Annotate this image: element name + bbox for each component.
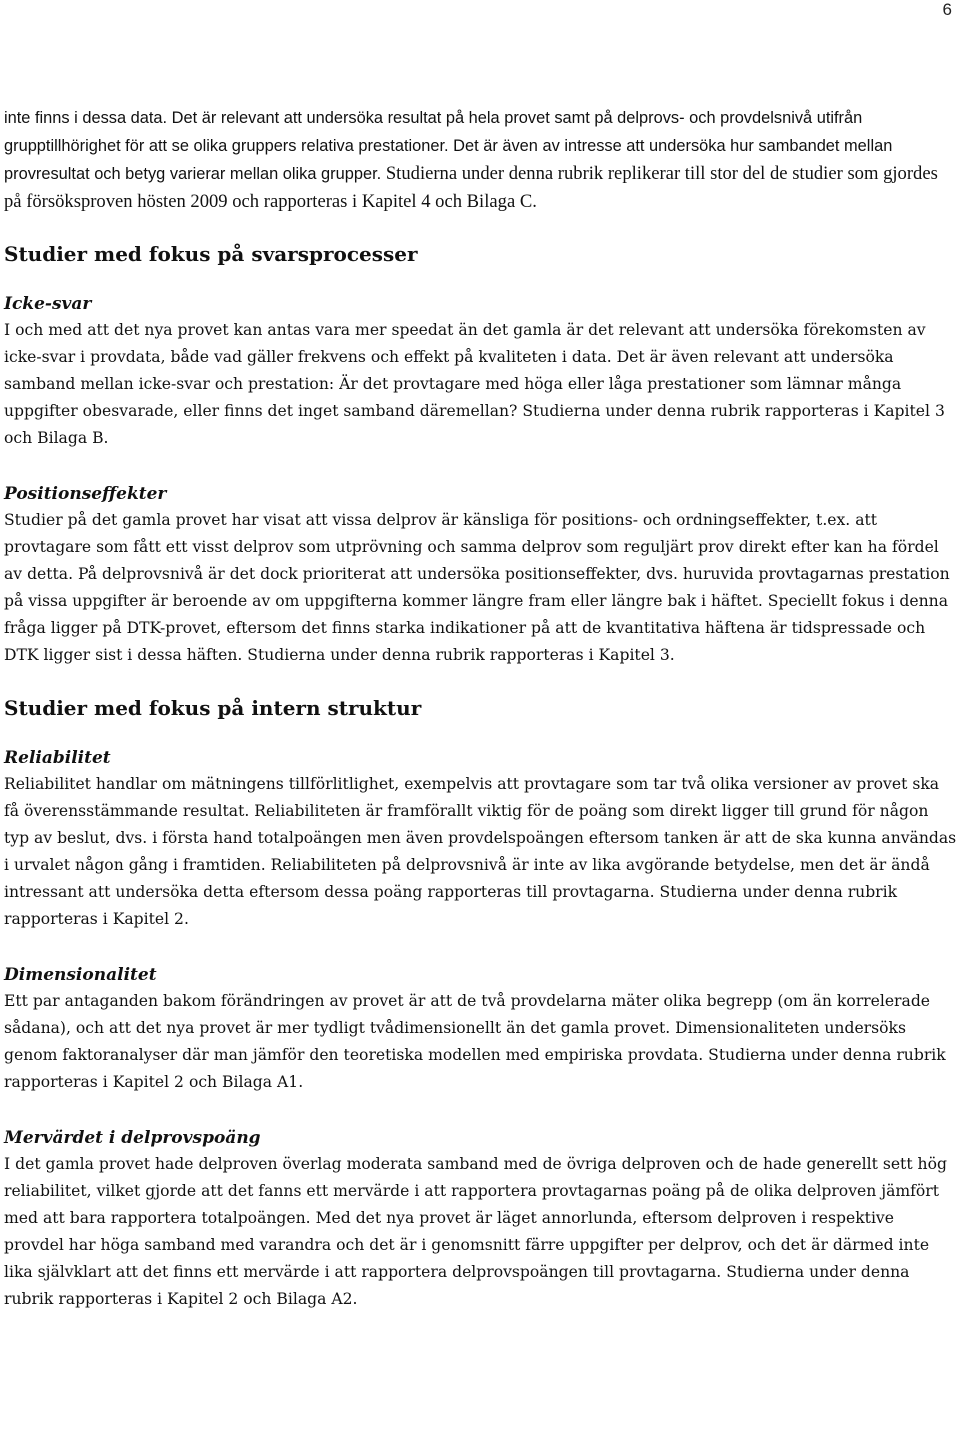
intro-serif-text: Studierna under denna rubrik replikerar till stor del de studier som gjordes på försöksproven hösten 2009 och rapporteras i Kapitel 4 och Bilaga C.	[4, 163, 938, 212]
subheading-dimensionalitet: Dimensionalitet	[4, 965, 157, 985]
intro-paragraph	[4, 104, 958, 215]
page-number: 6	[942, 0, 952, 19]
subheading-positionseffekter: Positionseffekter	[4, 484, 167, 504]
paragraph-reliabilitet: Reliabilitet handlar om mätningens tillförlitlighet, exempelvis att provtagare som tar två olika versioner av provet ska få överensstämmande resultat. Reliabiliteten är framförallt viktig för de poäng som direkt ligger till grund för någon typ av beslut, dvs. i första hand totalpoängen men även provdelspoängen eftersom tanken är att de ska kunna användas i urvalet någon gång i framtiden. Reliabiliteten på delprovsnivå är inte av lika avgörande betydelse, men det är ändå intressant att undersöka detta eftersom dessa poäng rapporteras till provtagarna. Studierna under denna rubrik rapporteras i Kapitel 2.	[4, 775, 957, 928]
document-body	[4, 104, 958, 1313]
subheading-reliabilitet: Reliabilitet	[4, 748, 111, 768]
subheading-icke-svar: Icke-svar	[4, 294, 92, 314]
section-heading-svarsprocesser: Studier med fokus på svarsprocesser	[4, 242, 418, 266]
paragraph-mervardet: I det gamla provet hade delproven överlag moderata samband med de övriga delproven och de hade generellt sett hög reliabilitet, vilket gjorde att det fanns ett mervärde i att rapportera provtagarnas poäng på de olika delproven jämfört med att bara rapportera totalpoängen. Med det nya provet är läget annorlunda, eftersom delproven i respektive provdel har höga samband med varandra och det är i genomsnitt färre uppgifter per delprov, och det är därmed inte lika självklart att det finns ett mervärde i att rapportera delprovspoängen till provtagarna. Studierna under denna rubrik rapporteras i Kapitel 2 och Bilaga A2.	[4, 1155, 947, 1308]
paragraph-icke-svar: I och med att det nya provet kan antas vara mer speedat än det gamla är det relevant att undersöka förekomsten av icke-svar i provdata, både vad gäller frekvens och effekt på kvaliteten i data. Det är även relevant att undersöka samband mellan icke-svar och prestation: Är det provtagare med höga eller låga prestationer som lämnar många uppgifter obesvarade, eller finns det inget samband däremellan? Studierna under denna rubrik rapporteras i Kapitel 3 och Bilaga B.	[4, 321, 945, 447]
subheading-mervardet: Mervärdet i delprovspoäng	[4, 1128, 261, 1148]
paragraph-positionseffekter: Studier på det gamla provet har visat att vissa delprov är känsliga för positions- och ordningseffekter, t.ex. att provtagare som fått ett visst delprov som utprövning och samma delprov som reguljärt prov direkt efter kan ha fördel av detta. På delprovsnivå är det dock prioriterat att undersöka positionseffekter, dvs. huruvida provtagarnas prestation på vissa uppgifter är beroende av om uppgifterna kommer längre fram eller längre bak i häftet. Speciellt fokus i denna fråga ligger på DTK-provet, eftersom det finns starka indikationer på att de kvantitativa häftena är tidspressade och DTK ligger sist i dessa häften. Studierna under denna rubrik rapporteras i Kapitel 3.	[4, 511, 950, 664]
paragraph-dimensionalitet: Ett par antaganden bakom förändringen av provet är att de två provdelarna mäter olika begrepp (om än korrelerade sådana), och att det nya provet är mer tydligt tvådimensionellt än det gamla provet. Dimensionaliteten undersöks genom faktoranalyser där man jämför den teoretiska modellen med empiriska provdata. Studierna under denna rubrik rapporteras i Kapitel 2 och Bilaga A1.	[4, 992, 946, 1091]
intro-sans-text: inte finns i dessa data. Det är relevant att undersöka resultat på hela provet samt på delprovs- och provdelsnivå utifrån grupptillhörighet för att se olika gruppers relativa prestationer. Det är även av intresse att undersöka hur sambandet mellan provresultat och betyg varierar mellan olika grupper.	[4, 109, 893, 183]
section-heading-struktur: Studier med fokus på intern struktur	[4, 696, 422, 720]
